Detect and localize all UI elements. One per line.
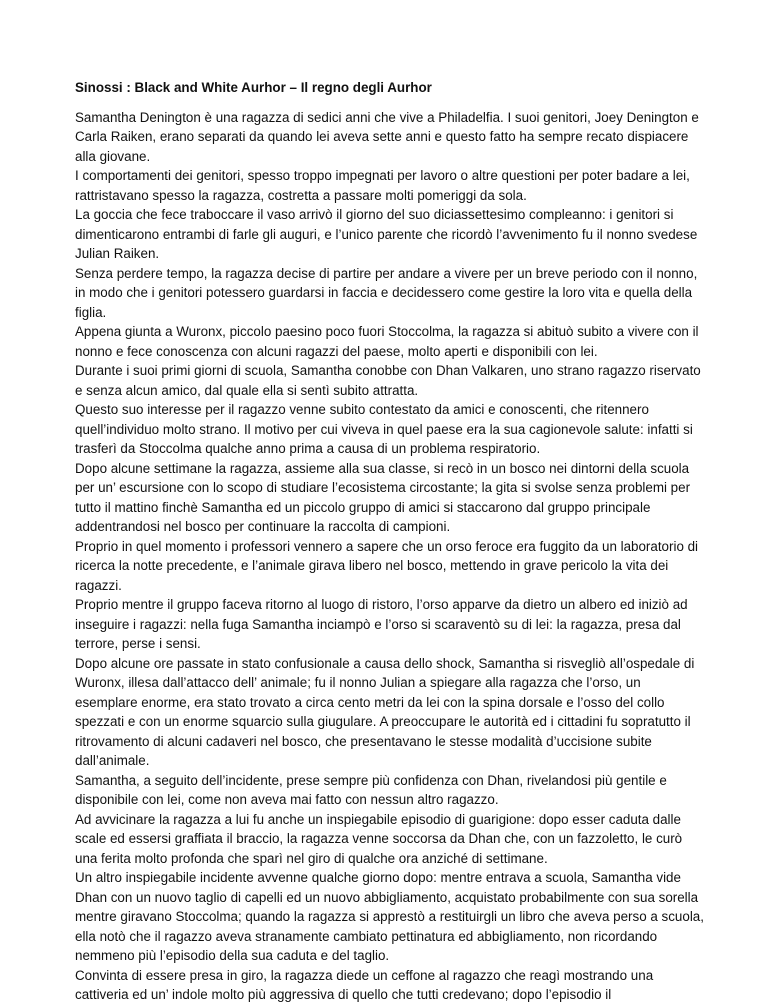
paragraph: Proprio in quel momento i professori vennero a sapere che un orso feroce era fuggito da un laboratorio di ricerca la notte precedente, e l’animale girava libero nel bosco, mettendo in grave pericolo la vita dei ragazzi.	[75, 538, 699, 593]
document-page	[75, 78, 705, 1005]
paragraph: Samantha Denington è una ragazza di sedici anni che vive a Philadelfia. I suoi genitori, Joey Denington e Carla Raiken, erano separati da quando lei aveva sette anni e questo fatto ha sempre recato dispiacere alla giovane.	[75, 109, 699, 164]
paragraph: Durante i suoi primi giorni di scuola, Samantha conobbe con Dhan Valkaren, uno strano ragazzo riservato e senza alcun amico, dal quale ella si sentì subito attratta.	[75, 363, 701, 398]
paragraph: Dopo alcune settimane la ragazza, assieme alla sua classe, si recò in un bosco nei dintorni della scuola per un’ escursione con lo scopo di studiare l’ecosistema circostante; la gita si svolse senza problemi per tutto il mattino finchè Samantha ed un piccolo gruppo di amici si staccarono dal gruppo principale addentrandosi nel bosco per continuare la raccolta di campioni.	[75, 460, 691, 534]
paragraph: Ad avvicinare la ragazza a lui fu anche un inspiegabile episodio di guarigione: dopo esser caduta dalle scale ed essersi graffiata il braccio, la ragazza venne soccorsa da Dhan che, con un fazzoletto, le curò una ferita molto profonda che sparì nel giro di qualche ora anziché di settimane.	[75, 811, 683, 866]
paragraph: Proprio mentre il gruppo faceva ritorno al luogo di ristoro, l’orso apparve da dietro un albero ed iniziò ad inseguire i ragazzi: nella fuga Samantha inciampò e l’orso si scaraventò su di lei: la ragazza, presa dal terrore, perse i sensi.	[75, 597, 688, 651]
paragraph: Senza perdere tempo, la ragazza decise di partire per andare a vivere per un breve periodo con il nonno, in modo che i genitori potessero guardarsi in faccia e decidessero come gestire la loro vita e quella della figlia.	[75, 265, 698, 320]
paragraph: Samantha, a seguito dell’incidente, prese sempre più confidenza con Dhan, rivelandosi più gentile e disponibile con lei, come non aveva mai fatto con nessun altro ragazzo.	[75, 772, 667, 807]
paragraph: La goccia che fece traboccare il vaso arrivò il giorno del suo diciassettesimo compleanno: i genitori si dimenticarono entrambi di farle gli auguri, e l’unico parente che ricordò l’avvenimento fu il nonno svedese Julian Raiken.	[75, 207, 698, 261]
paragraph: Dopo alcune ore passate in stato confusionale a causa dello shock, Samantha si risvegliò all’ospedale di Wuronx, illesa dall’attacco dell’ animale; fu il nonno Julian a spiegare alla ragazza che l’orso, un esemplare enorme, era stato trovato a circa cento metri da lei con la spina dorsale e l’osso del collo spezzati e con un enorme squarcio sulla giugulare. A preoccupare le autorità ed i cittadini fu sopratutto il ritrovamento di alcuni cadaveri nel bosco, che presentavano le stesse modalità d’uccisione subite dall’animale.	[75, 655, 695, 768]
paragraph: I comportamenti dei genitori, spesso troppo impegnati per lavoro o altre questioni per poter badare a lei, rattristavano spesso la ragazza, costretta a passare molti pomeriggi da sola.	[75, 168, 690, 203]
paragraph: Questo suo interesse per il ragazzo venne subito contestato da amici e conoscenti, che ritennero quell’individuo molto strano. Il motivo per cui viveva in quel paese era la sua cagionevole salute: infatti si trasferì da Stoccolma qualche anno prima a causa di un problema respiratorio.	[75, 402, 693, 456]
document-title: Sinossi : Black and White Aurhor – Il regno degli Aurhor	[75, 80, 432, 95]
paragraph: Convinta di essere presa in giro, la ragazza diede un ceffone al ragazzo che reagì mostrando una cattiveria ed un’ indole molto più aggressiva di quello che tutti credevano; dopo l’episodio il	[75, 967, 654, 1002]
paragraph: Appena giunta a Wuronx, piccolo paesino poco fuori Stoccolma, la ragazza si abituò subito a vivere con il nonno e fece conoscenza con alcuni ragazzi del paese, molto aperti e disponibili con lei.	[75, 324, 699, 359]
paragraph: Un altro inspiegabile incidente avvenne qualche giorno dopo: mentre entrava a scuola, Samantha vide Dhan con un nuovo taglio di capelli ed un nuovo abbigliamento, acquistato probabilmente con sua sorella mentre giravano Stoccolma; quando la ragazza si apprestò a restituirgli un libro che aveva perso a scuola, ella notò che il ragazzo aveva stranamente cambiato pettinatura ed abbigliamento, non ricordando nemmeno più l’episodio della sua caduta e del taglio.	[75, 870, 704, 963]
